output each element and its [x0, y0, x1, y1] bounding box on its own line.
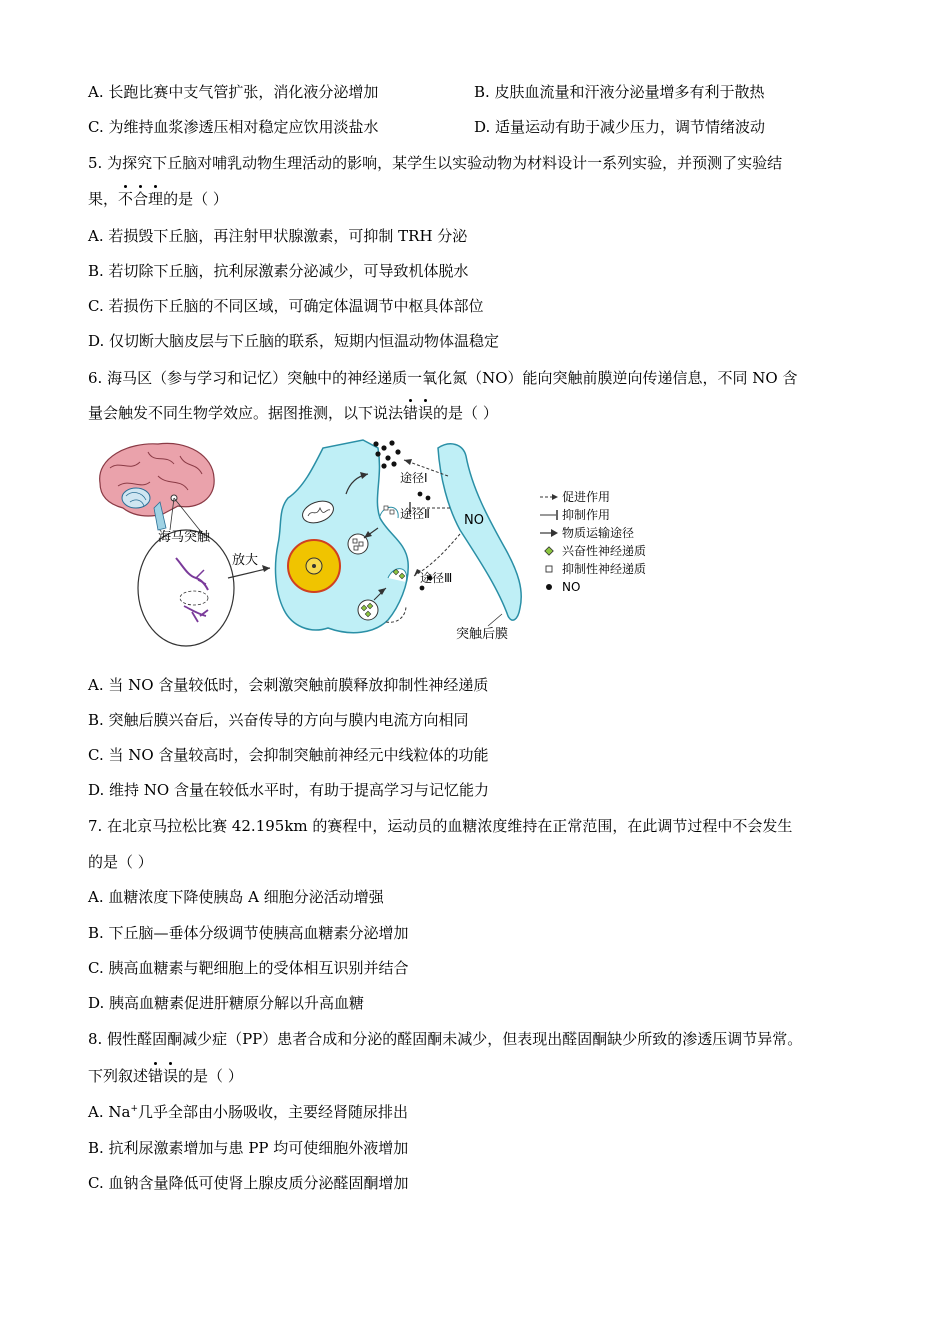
q8-stem-line1: 8. 假性醛固酮减少症（PP）患者合成和分泌的醛固酮未减少，但表现出醛固酮缺少所致的渗透压调节异常。 [88, 1030, 803, 1048]
q5-option-d: D. 仅切断大脑皮层与下丘脑的联系，短期内恒温动物体温稳定 [88, 332, 500, 350]
q5-option-b: B. 若切除下丘脑，抗利尿激素分泌减少，可导致机体脱水 [88, 262, 469, 280]
postsynaptic-membrane [438, 444, 521, 620]
q8-stem-prefix: 下列叙述 [88, 1067, 149, 1085]
magnify-label: 放大 [232, 553, 259, 568]
brain-illustration [100, 443, 214, 530]
hippocampus-circle [138, 530, 234, 646]
q7-stem-line2: 的是（ ） [88, 853, 153, 871]
q4-option-c: C. 为维持血浆渗透压相对稳定应饮用淡盐水 [88, 118, 379, 136]
q6-stem-line2 [88, 403, 498, 423]
figure-legend [540, 489, 646, 594]
q8-option-c: C. 血钠含量降低可使肾上腺皮质分泌醛固酮增加 [88, 1174, 409, 1192]
q8-stem-suffix: 的是（ ） [178, 1067, 243, 1085]
no-label: NO [464, 513, 484, 528]
q4-option-d: D. 适量运动有助于减少压力，调节情绪波动 [474, 118, 766, 136]
path-2-label: 途径Ⅱ [400, 507, 430, 521]
q8-stem-line2 [88, 1066, 243, 1086]
emphasis-char: 合 [133, 190, 149, 208]
q5-option-a: A. 若损毁下丘脑，再注射甲状腺激素，可抑制 TRH 分泌 [88, 227, 468, 245]
emphasis-char: 错 [403, 404, 419, 422]
legend-no: NO [562, 580, 581, 594]
emphasis-char: 理 [148, 190, 164, 208]
q6-option-a: A. 当 NO 含量较低时，会刺激突触前膜释放抑制性神经递质 [88, 676, 489, 694]
q5-stem-suffix: 的是（ ） [163, 190, 228, 208]
q5-stem-line2 [88, 189, 228, 209]
q7-option-a: A. 血糖浓度下降使胰岛 A 细胞分泌活动增强 [88, 888, 384, 906]
q8-option-a-post: 几乎全部由小肠吸收，主要经肾随尿排出 [137, 1103, 408, 1121]
q8-option-a [88, 1102, 408, 1122]
emphasis-char: 误 [163, 1067, 179, 1085]
q8-option-a-sup: + [130, 1104, 138, 1114]
q6-stem-suffix: 的是（ ） [433, 404, 498, 422]
legend-promote: 促进作用 [562, 490, 611, 504]
synapse-figure [88, 438, 678, 648]
q7-option-b: B. 下丘脑—垂体分级调节使胰高血糖素分泌增加 [88, 924, 409, 942]
hippocampus-label: 海马突触 [158, 530, 211, 545]
emphasis-char: 误 [418, 404, 434, 422]
q5-option-c: C. 若损伤下丘脑的不同区域，可确定体温调节中枢具体部位 [88, 297, 484, 315]
path-1-label: 途径Ⅰ [400, 471, 428, 485]
q7-option-c: C. 胰高血糖素与靶细胞上的受体相互识别并结合 [88, 959, 409, 977]
q4-option-b: B. 皮肤血流量和汗液分泌量增多有利于散热 [474, 83, 765, 101]
q6-option-b: B. 突触后膜兴奋后，兴奋传导的方向与膜内电流方向相同 [88, 711, 469, 729]
q6-stem-prefix: 量会触发不同生物学效应。据图推测，以下说法 [88, 404, 404, 422]
q6-option-c: C. 当 NO 含量较高时，会抑制突触前神经元中线粒体的功能 [88, 746, 489, 764]
q7-stem-line1: 7. 在北京马拉松比赛 42.195km 的赛程中，运动员的血糖浓度维持在正常范围，在此调节过程中不会发生 [88, 817, 793, 835]
q6-stem-line1: 6. 海马区（参与学习和记忆）突触中的神经递质一氧化氮（NO）能向突触前膜逆向传递信息，不同 NO 含 [88, 369, 798, 387]
path-3-label: 途径Ⅲ [420, 571, 453, 585]
legend-inhibitory: 抑制性神经递质 [562, 562, 647, 576]
postsynaptic-label: 突触后膜 [456, 627, 509, 642]
q7-option-d: D. 胰高血糖素促进肝糖原分解以升高血糖 [88, 994, 365, 1012]
legend-transport: 物质运输途径 [562, 526, 635, 540]
legend-excitatory: 兴奋性神经递质 [562, 544, 647, 558]
q8-option-b: B. 抗利尿激素增加与患 PP 均可使细胞外液增加 [88, 1139, 409, 1157]
q5-stem-prefix: 果， [88, 190, 119, 208]
emphasis-char: 不 [118, 190, 134, 208]
emphasis-char: 错 [148, 1067, 164, 1085]
q8-option-a-pre: A. Na [88, 1103, 131, 1121]
q4-option-a: A. 长跑比赛中支气管扩张，消化液分泌增加 [88, 83, 379, 101]
q6-option-d: D. 维持 NO 含量在较低水平时，有助于提高学习与记忆能力 [88, 781, 489, 799]
q5-stem-line1: 5. 为探究下丘脑对哺乳动物生理活动的影响，某学生以实验动物为材料设计一系列实验，并预测了实验结 [88, 154, 783, 172]
presynaptic-terminal [276, 440, 409, 633]
legend-inhibit: 抑制作用 [562, 508, 611, 522]
